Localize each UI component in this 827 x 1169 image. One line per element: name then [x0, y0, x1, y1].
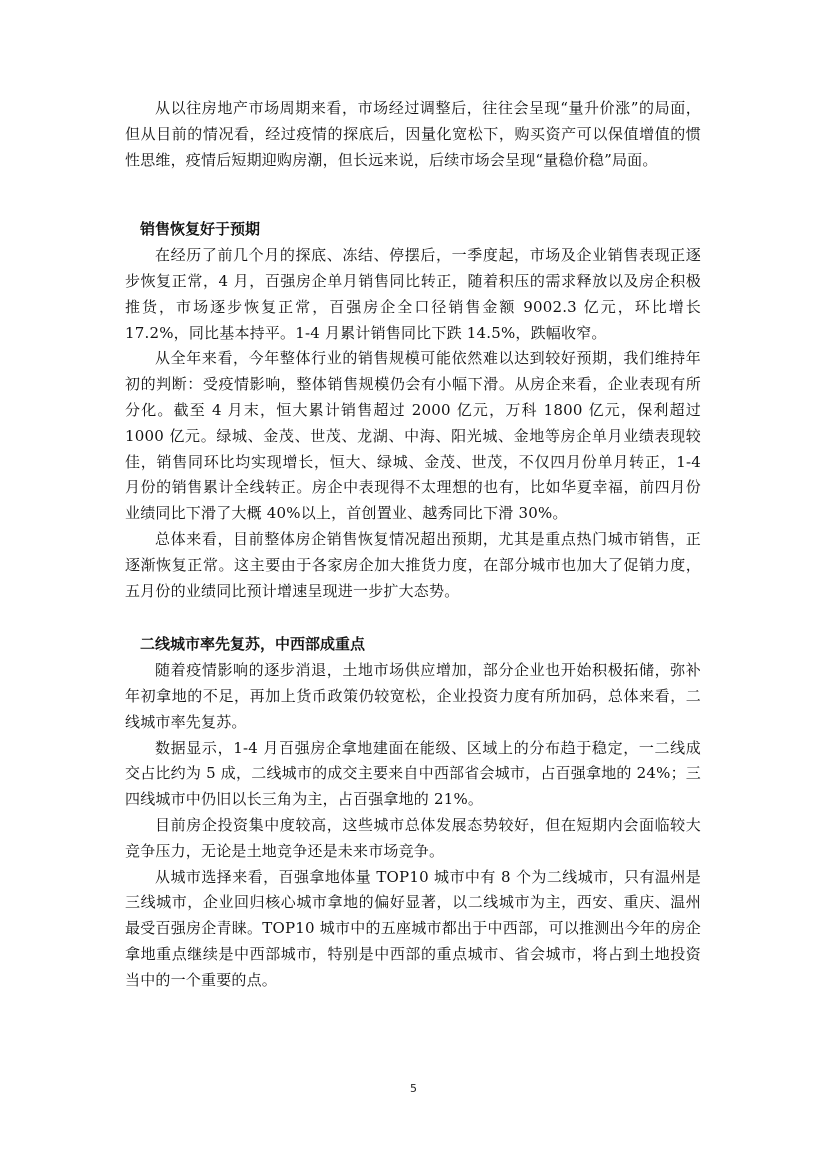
page-number: 5 — [410, 1082, 417, 1095]
cities-paragraph-3: 目前房企投资集中度较高，这些城市总体发展态势较好，但在短期内会面临较大竞争压力，无论是土地竞争还是未来市场竞争。 — [125, 815, 701, 860]
section-heading-sales: 销售恢复好于预期 — [140, 220, 261, 239]
sales-paragraph-2: 从全年来看，今年整体行业的销售规模可能依然难以达到较好预期，我们维持年初的判断：受疫情影响，整体销售规模仍会有小幅下滑。从房企来看，企业表现有所分化。截至 4 月末，恒大累计销售超过 2000 亿元，万科 1800 亿元，保利超过 1000 亿元。绿城、金茂、世茂、龙湖、中海、阳光城、金地等房企单月业绩表现较佳，销售同环比均实现增长，恒大、绿城、金茂、世茂，不仅四月份单月转正，1-4 月份的销售累计全线转正。房企中表现得不太理想的也有，比如华夏幸福，前四月份业绩同比下滑了大概 40%以上，首创置业、越秀同比下滑 30%。 — [125, 349, 701, 523]
cities-paragraph-4: 从城市选择来看，百强拿地体量 TOP10 城市中有 8 个为二线城市，只有温州是三线城市，企业回归核心城市拿地的偏好显著，以二线城市为主，西安、重庆、温州最受百强房企青睐。TOP10 城市中的五座城市都出于中西部，可以推测出今年的房企拿地重点继续是中西部城市，特别是中西部的重点城市、省会城市，将占到土地投资当中的一个重要的点。 — [125, 867, 701, 989]
cities-paragraph-2: 数据显示，1-4 月百强房企拿地建面在能级、区域上的分布趋于稳定，一二线成交占比约为 5 成，二线城市的成交主要来自中西部省会城市，占百强拿地的 24%；三四线城市中仍旧以长三角为主，占百强拿地的 21%。 — [125, 738, 701, 809]
document-body — [125, 96, 701, 994]
sales-paragraph-3: 总体来看，目前整体房企销售恢复情况超出预期，尤其是重点热门城市销售，正逐渐恢复正常。这主要由于各家房企加大推货力度，在部分城市也加大了促销力度，五月份的业绩同比预计增速呈现进一步扩大态势。 — [125, 529, 701, 600]
section-heading-cities: 二线城市率先复苏，中西部成重点 — [140, 635, 366, 654]
spacer — [125, 173, 701, 217]
intro-paragraph: 从以往房地产市场周期来看，市场经过调整后，往往会呈现“量升价涨”的局面，但从目前的情况看，经过疫情的探底后，因量化宽松下，购买资产可以保值增值的惯性思维，疫情后短期迎购房潮，但长远来说，后续市场会呈现“量稳价稳”局面。 — [125, 99, 701, 169]
spacer — [125, 604, 701, 632]
cities-paragraph-1: 随着疫情影响的逐步消退，土地市场供应增加，部分企业也开始积极拓储，弥补年初拿地的不足，再加上货币政策仍较宽松，企业投资力度有所加码，总体来看，二线城市率先复苏。 — [125, 661, 701, 731]
sales-paragraph-1: 在经历了前几个月的探底、冻结、停摆后，一季度起，市场及企业销售表现正逐步恢复正常，4 月，百强房企单月销售同比转正，随着积压的需求释放以及房企积极推货，市场逐步恢复正常，百强房企全口径销售金额 9002.3 亿元，环比增长 17.2%，同比基本持平。1-4 月累计销售同比下跌 14.5%，跌幅收窄。 — [125, 246, 701, 342]
